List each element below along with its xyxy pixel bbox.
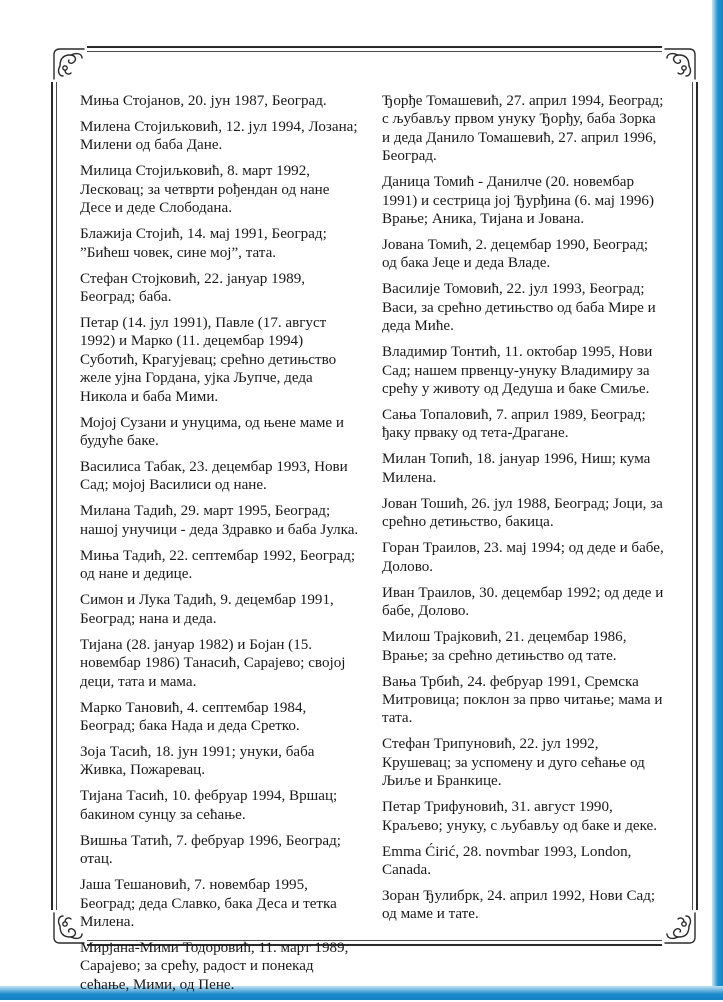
list-item: Стефан Трипуновић, 22. јул 1992, Крушевац; за успомену и дуго сећање од Љиље и Бранкице.: [382, 736, 645, 790]
list-item: Јована Томић, 2. децембар 1990, Београд; од бака Јеце и деда Владе.: [382, 237, 649, 272]
list-item: Стефан Стојковић, 22. јануар 1989, Београд; баба.: [80, 270, 306, 306]
list-item: Сања Топаловић, 7. април 1989, Београд; ђаку прваку од тета-Драгане.: [382, 407, 646, 442]
list-item: Тијана Тасић, 10. фебруар 1994, Вршац; бакином сунцу за сећање.: [80, 788, 338, 823]
list-item: Петар Трифуновић, 31. август 1990, Краљево; унуку, с љубављу од баке и деке.: [382, 799, 658, 834]
corner-ornament-bottom-right-icon: [662, 910, 698, 946]
page-edge-right: [712, 0, 723, 1000]
list-item: Миња Стојанов, 20. јун 1987, Београд.: [80, 93, 327, 109]
list-item: Блажија Стојић, 14. мај 1991, Београд; ”Бићеш човек, сине мој”, тата.: [80, 226, 327, 261]
list-item: Симон и Лука Тадић, 9. децембар 1991, Београд; нана и деда.: [80, 592, 334, 627]
list-item: Василије Томовић, 22. јул 1993, Београд; Васи, за срећно детињство од баба Мире и деда Миће.: [382, 281, 656, 335]
list-item: Марко Тановић, 4. септембар 1984, Београд; бака Нада и деда Сретко.: [80, 699, 307, 734]
list-item: Вишња Татић, 7. фебруар 1996, Београд; отац.: [80, 832, 342, 868]
list-item: Милан Топић, 18. јануар 1996, Ниш; кума Милена.: [382, 451, 651, 486]
list-item: Ђорђе Томашевић, 27. април 1994, Београд; с љубављу првом унуку Ђорђу, баба Зорка и деда Данило Томашевић, 27. април 1996, Београд.: [382, 93, 664, 165]
list-item: Иван Траилов, 30. децембар 1992; од деде и бабе, Долово.: [382, 584, 664, 620]
list-item: Јаша Тешановић, 7. новембар 1995, Београд; деда Славко, бака Деса и тетка Милена.: [80, 877, 337, 930]
list-item: Милош Трајковић, 21. децембар 1986, Врање; за срећно детињство од тате.: [382, 629, 627, 664]
list-item: Emma Ćirić, 28. novmbar 1993, London, Canada.: [382, 843, 632, 878]
list-item: Миња Тадић, 22. септембар 1992, Београд; од нане и дедице.: [80, 547, 356, 583]
list-item: Милица Стојиљковић, 8. март 1992, Лесковац; за четврти рођендан од нане Десе и деде Слободана.: [80, 163, 330, 217]
list-item: Јован Тошић, 26. јул 1988, Београд; Јоци, за срећно детињство, бакица.: [382, 495, 663, 531]
right-column: [382, 92, 664, 931]
list-item: Петар (14. јул 1991), Павле (17. август 1992) и Марко (11. децембар 1994) Суботић, Крагујевац; срећно детињство желе ујна Гордана, ујка Љупче, деда Никола и баба Мими.: [80, 315, 337, 405]
list-item: Вања Трбић, 24. фебруар 1991, Сремска Митровица; поклон за прво читање; мама и тата.: [382, 673, 663, 727]
list-item: Мојој Сузани и унуцима, од њене маме и будуће баке.: [80, 414, 344, 450]
list-item: Зоја Тасић, 18. јун 1991; унуки, баба Живка, Пожаревац.: [80, 743, 315, 779]
list-item: Милана Тадић, 29. март 1995, Београд; нашој унучици - деда Здравко и баба Јулка.: [80, 503, 359, 538]
list-item: Тијана (28. јануар 1982) и Бојан (15. новембар 1986) Танасић, Сарајево; својој деци, тата и мама.: [80, 636, 346, 690]
list-item: Горан Траилов, 23. мај 1994; од деде и бабе, Долово.: [382, 540, 664, 575]
list-item: Владимир Тонтић, 11. октобар 1995, Нови Сад; нашем првенцу-унуку Владимиру за срећу у животу од Дедуша и баке Смиље.: [382, 344, 653, 398]
list-item: Василиса Табак, 23. децембар 1993, Нови Сад; мојој Василиси од нане.: [80, 459, 348, 494]
list-item: Зоран Ђулибрк, 24. април 1992, Нови Сад; од маме и тате.: [382, 887, 656, 923]
left-column: [80, 92, 362, 1002]
corner-ornament-top-right-icon: [662, 46, 698, 82]
list-item: Милена Стојиљковић, 12. јул 1994, Лозана; Милени од баба Дане.: [80, 119, 358, 154]
list-item: Даница Томић - Данилче (20. новембар 1991) и сестрица јој Ђурђина (6. мај 1996) Врање; Аника, Тијана и Јована.: [382, 174, 654, 228]
corner-ornament-top-left-icon: [51, 46, 87, 82]
list-item: Мирјана-Мими Тодоровић, 11. март 1989, Сарајево; за срећу, радост и понекад сећање, Мими, од Пене.: [80, 939, 349, 993]
